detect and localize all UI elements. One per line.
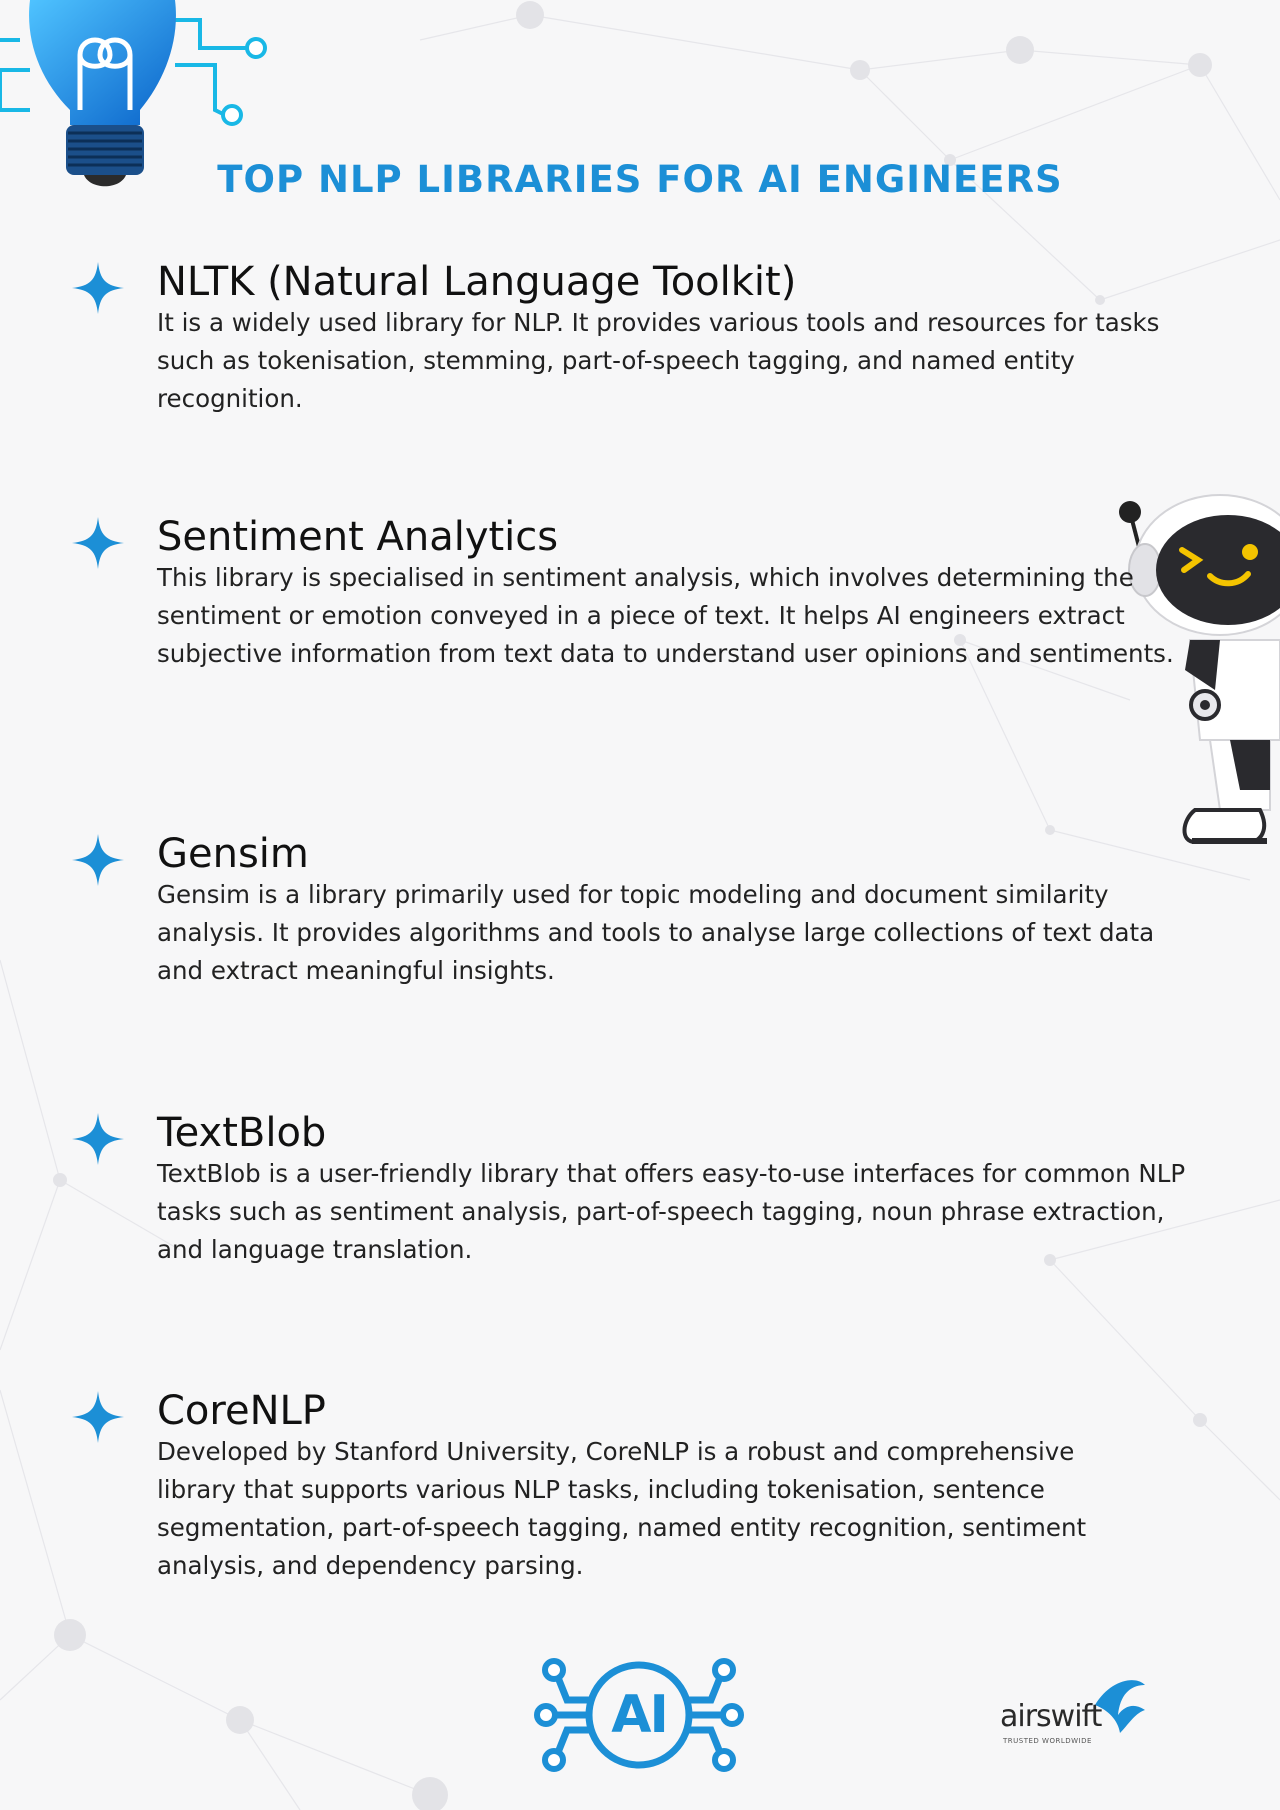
library-description: TextBlob is a user-friendly library that offers easy-to-use interfaces for common NLP tasks such as sentiment analysis, part-of-speech tagging, noun phrase extraction, and language translation. — [157, 1159, 1186, 1264]
ai-badge-text: AI — [611, 1685, 667, 1745]
library-description: This library is specialised in sentiment analysis, which involves determining the sentiment or emotion conveyed in a piece of text. It helps AI engineers extract subjective information from text data to understand user opinions and sentiments. — [157, 563, 1174, 668]
sparkle-bullet-icon — [70, 260, 126, 316]
library-heading: TextBlob — [157, 1110, 327, 1156]
library-description: Developed by Stanford University, CoreNLP is a robust and comprehensive library that supports various NLP tasks, including tokenisation, sentence segmentation, part-of-speech tagging, named entity recognition, sentiment analysis, and dependency parsing. — [157, 1437, 1087, 1580]
library-section-textblob — [70, 1107, 1186, 1277]
sparkle-bullet-icon — [70, 515, 126, 571]
library-description: It is a widely used library for NLP. It provides various tools and resources for tasks such as tokenisation, stemming, part-of-speech tagging, and named entity recognition. — [157, 308, 1160, 413]
library-section-gensim — [70, 828, 1155, 998]
airswift-logo — [995, 1675, 1155, 1755]
library-section-corenlp — [70, 1385, 1130, 1595]
library-heading: NLTK (Natural Language Toolkit) — [157, 259, 797, 305]
sparkle-bullet-icon — [70, 832, 126, 888]
page-title: TOP NLP LIBRARIES FOR AI ENGINEERS — [217, 158, 1063, 201]
library-heading: Gensim — [157, 831, 309, 877]
library-heading: CoreNLP — [157, 1388, 326, 1434]
ai-circuit-logo — [532, 1655, 746, 1775]
brand-tagline: TRUSTED WORLDWIDE — [1003, 1737, 1092, 1745]
robot-mascot-icon — [1110, 490, 1280, 860]
library-description: Gensim is a library primarily used for topic modeling and document similarity analysis. It provides algorithms and tools to analyse large collections of text data and extract meaningful insights. — [157, 880, 1155, 985]
library-heading: Sentiment Analytics — [157, 514, 559, 560]
sparkle-bullet-icon — [70, 1111, 126, 1167]
brand-name: airswift — [1000, 1699, 1102, 1734]
sparkle-bullet-icon — [70, 1389, 126, 1445]
library-section-nltk — [70, 256, 1160, 426]
library-section-sentiment-analytics — [70, 511, 1174, 721]
